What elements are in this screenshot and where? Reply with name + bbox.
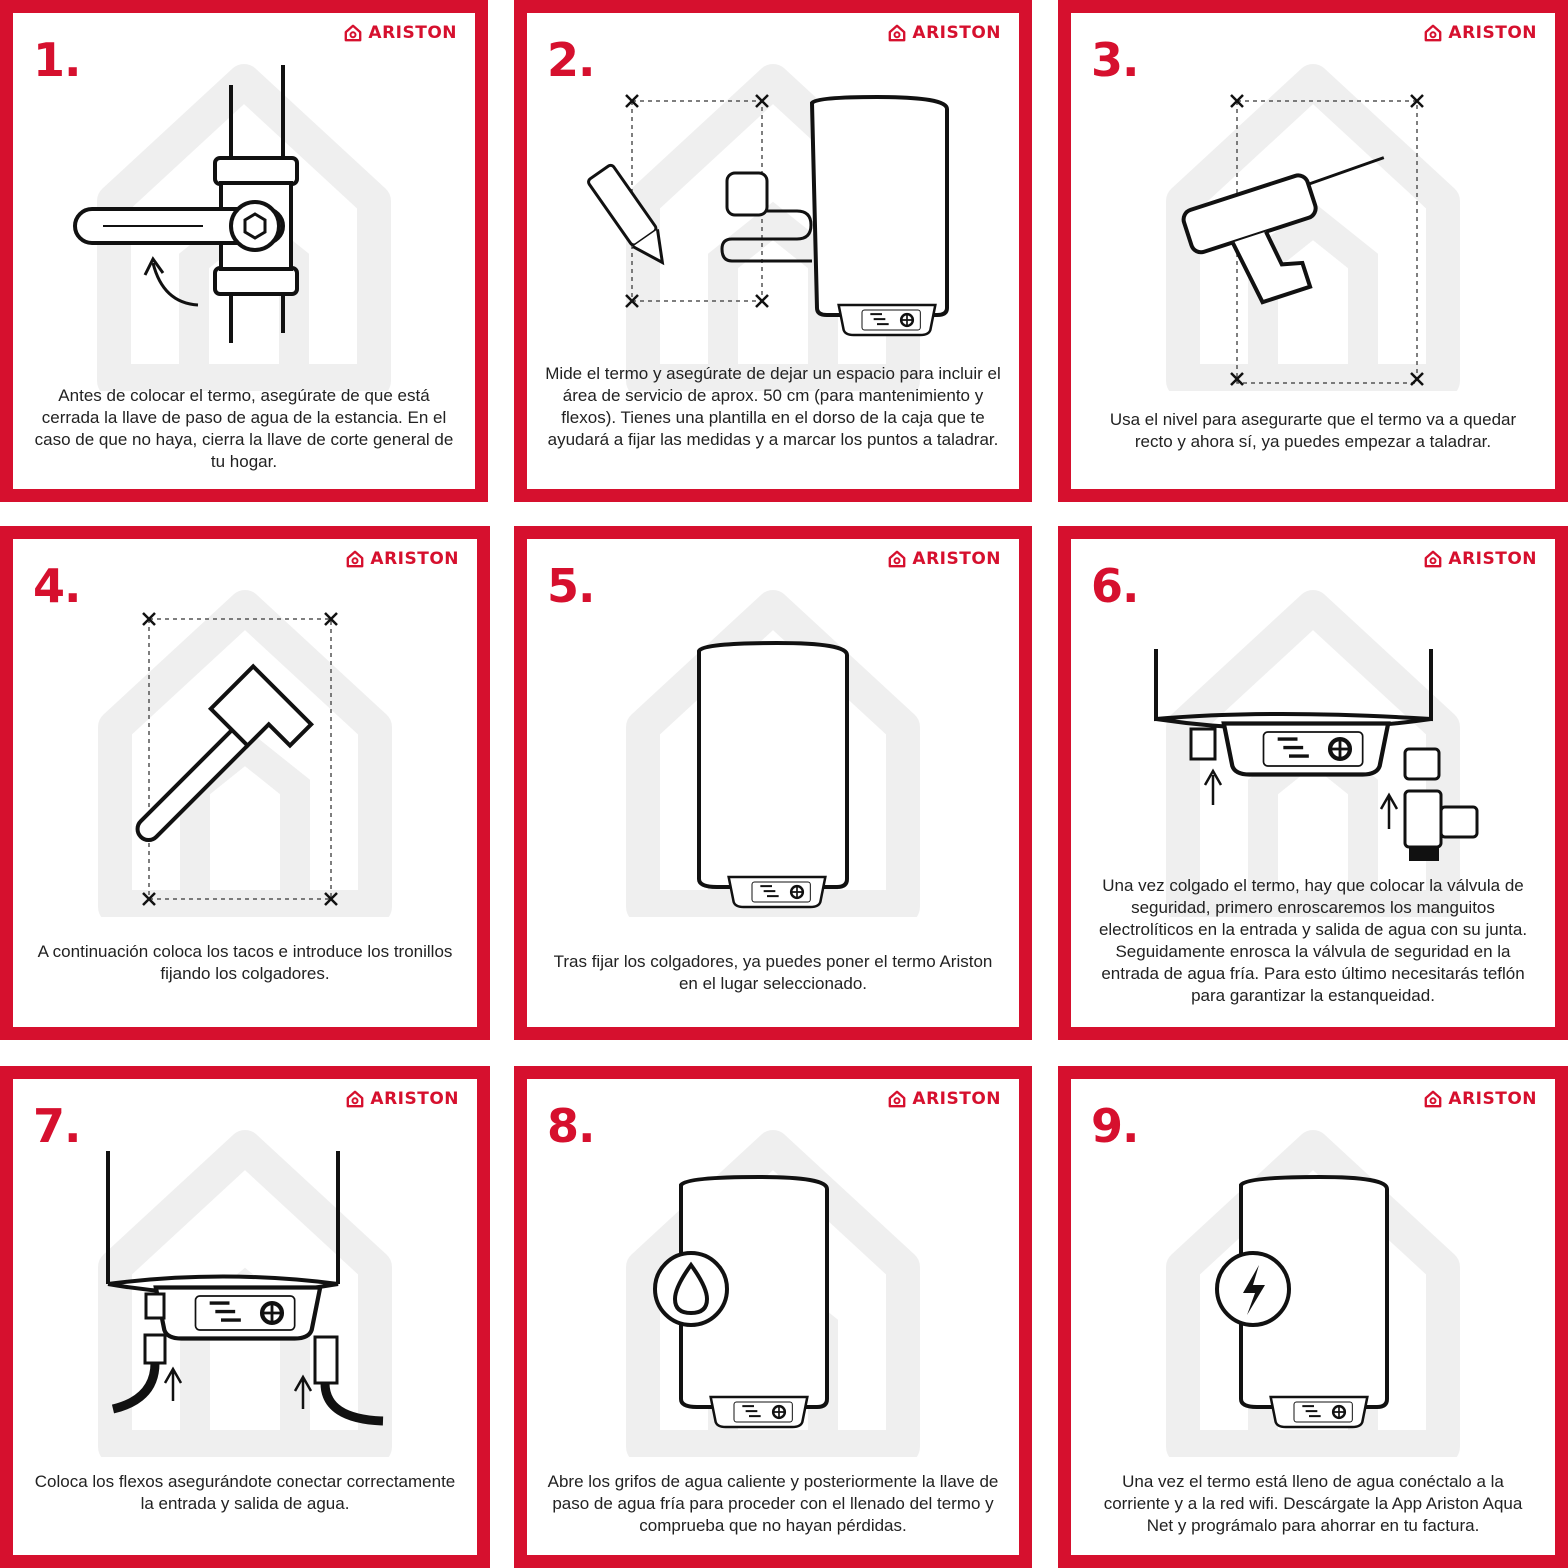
step-caption: Abre los grifos de agua caliente y posteriormente la llave de paso de agua fría para proceder con el llenado del termo y comprueba que no hayan pérdidas.: [547, 1472, 999, 1535]
step-panel-3: [1058, 0, 1568, 502]
step-number: 2.: [547, 33, 595, 87]
brand-name: ARISTON: [912, 549, 1001, 569]
step-number: 5.: [547, 559, 595, 613]
step-panel-5: [514, 526, 1032, 1040]
drill-icon: [1071, 13, 1555, 403]
step-number: 3.: [1091, 33, 1139, 87]
step-panel-8: [514, 1066, 1032, 1568]
step-number: 9.: [1091, 1099, 1139, 1153]
brand-name: ARISTON: [370, 549, 459, 569]
step-caption: Mide el termo y asegúrate de dejar un espacio para incluir el área de servicio de aprox. 50 cm (para mantenimiento y flexos). Tienes una plantilla en el dorso de la caja que te ayudará a fijar las medidas y a marcar los puntos a taladrar.: [545, 364, 1001, 449]
step-caption: Una vez el termo está lleno de agua conéctalo a la corriente y a la red wifi. Descárgate la App Ariston Aqua Net y prográmalo para ahorrar en tu factura.: [1103, 1472, 1523, 1535]
step-caption: Una vez colgado el termo, hay que colocar la válvula de seguridad, primero enroscaremos los manguitos electrolíticos en la entrada y salida de agua con su junta. Seguidamente enrosca la válvula de seguridad en la entrada de agua fría. Para esto último necesitarás teflón para garantizar la estanqueidad.: [1098, 876, 1528, 1005]
brand-name: ARISTON: [368, 23, 457, 43]
step-number: 8.: [547, 1099, 595, 1153]
step-caption: Antes de colocar el termo, asegúrate de que está cerrada la llave de paso de agua de la estancia. En el caso de que no haya, cierra la llave de corte general de tu hogar.: [34, 386, 454, 471]
step-panel-7: [0, 1066, 490, 1568]
brand-name: ARISTON: [1448, 23, 1537, 43]
hammer-icon: [13, 539, 477, 939]
brand-name: ARISTON: [370, 1089, 459, 1109]
water-drop-icon: [527, 1079, 1019, 1459]
brand-name: ARISTON: [1448, 549, 1537, 569]
step-panel-4: [0, 526, 490, 1040]
pencil-measure-icon: [527, 13, 1019, 363]
step-number: 6.: [1091, 559, 1139, 613]
step-number: 1.: [33, 33, 81, 87]
lightning-icon: [1071, 1079, 1555, 1459]
brand-name: ARISTON: [912, 23, 1001, 43]
brand-name: ARISTON: [1448, 1089, 1537, 1109]
step-caption: Coloca los flexos asegurándote conectar correctamente la entrada y salida de agua.: [34, 1472, 456, 1513]
step-panel-9: [1058, 1066, 1568, 1568]
step-caption: A continuación coloca los tacos e introduce los tronillos fijando los colgadores.: [37, 942, 453, 983]
water-heater-icon: [527, 539, 1019, 939]
valve-icon: [13, 13, 475, 373]
hoses-icon: [13, 1079, 477, 1459]
step-panel-6: [1058, 526, 1568, 1040]
step-caption: Tras fijar los colgadores, ya puedes poner el termo Ariston en el lugar seleccionado.: [553, 952, 993, 993]
step-number: 7.: [33, 1099, 81, 1153]
step-panel-2: [514, 0, 1032, 502]
brand-name: ARISTON: [912, 1089, 1001, 1109]
safety-valve-icon: [1071, 539, 1555, 869]
step-caption: Usa el nivel para asegurarte que el termo va a quedar recto y ahora sí, ya puedes empezar a taladrar.: [1109, 410, 1517, 451]
step-number: 4.: [33, 559, 81, 613]
step-panel-1: [0, 0, 488, 502]
